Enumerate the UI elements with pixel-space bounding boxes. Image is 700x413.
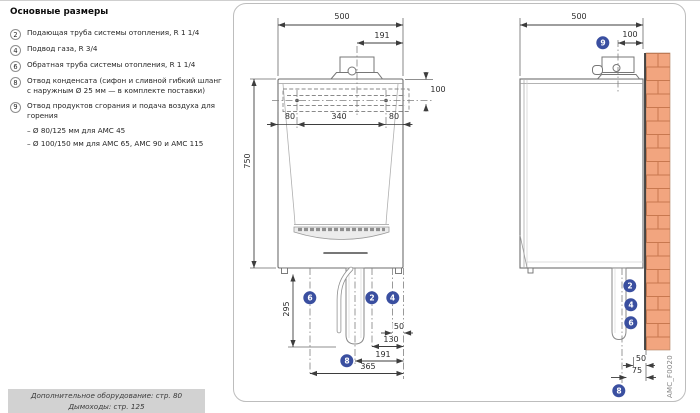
- dim-front-overall-height: 750: [243, 153, 252, 169]
- dim-front-flue-offset: 191: [374, 31, 390, 40]
- legend-number-badge: 2: [10, 29, 21, 40]
- callout-side-heating-flow: 2: [623, 279, 636, 292]
- legend-item-label: Отвод конденсата (сифон и сливной гибкий шланг с наружным Ø 25 мм — в комплекте поставки): [27, 76, 222, 96]
- dim-front-return-to-edge: 365: [360, 362, 376, 371]
- boiler-side-view: [520, 57, 643, 340]
- dim-front-bracket-center: 340: [331, 112, 347, 121]
- dim-side-flue-to-wall: 100: [622, 30, 638, 39]
- dim-front-flow-to-edge: 130: [383, 335, 399, 344]
- callout-front-condensate: 8: [340, 354, 353, 367]
- dim-front-bracket-right: 80: [388, 112, 400, 121]
- callout-side-condensate: 8: [612, 384, 625, 397]
- legend-item-label: Подающая труба системы отопления, R 1 1/4: [27, 28, 200, 37]
- footer-note-line: Дополнительное оборудование: стр. 80: [30, 391, 183, 400]
- dim-front-siphon-drop: 295: [282, 301, 291, 317]
- dim-front-gas-to-edge: 50: [393, 322, 405, 331]
- legend-number-badge: 4: [10, 45, 21, 56]
- dim-side-connections-to-wall: 50: [635, 354, 647, 363]
- legend-subitem: – Ø 80/125 мм для AMC 45: [27, 125, 126, 135]
- legend-item-label: Отвод продуктов сгорания и подача воздуха для горения: [27, 100, 216, 121]
- callout-side-heating-return: 6: [624, 316, 637, 329]
- legend-number-badge: 9: [10, 102, 21, 113]
- callout-front-heating-flow: 2: [365, 291, 378, 304]
- dim-side-overall-depth: 500: [571, 12, 587, 21]
- dim-front-overall-width: 500: [334, 12, 350, 21]
- callout-side-gas: 4: [624, 298, 637, 311]
- legend-item-label: Подвод газа, R 3/4: [27, 44, 98, 53]
- legend-number-badge: 6: [10, 61, 21, 72]
- dim-front-condensate-to-edge: 191: [375, 350, 391, 359]
- dim-front-bracket-left: 80: [284, 112, 296, 121]
- legend-number-badge: 8: [10, 77, 21, 88]
- legend-title: Основные размеры: [10, 7, 109, 17]
- dim-side-condensate-to-wall: 75: [631, 366, 643, 375]
- callout-side-flue: 9: [596, 36, 609, 49]
- legend-item-label: Обратная труба системы отопления, R 1 1/4: [27, 60, 196, 69]
- callout-front-heating-return: 6: [303, 291, 316, 304]
- callout-front-gas: 4: [386, 291, 399, 304]
- brick-wall: [645, 53, 670, 350]
- dim-front-top-clearance: 100: [430, 85, 446, 94]
- footer-note-line: Дымоходы: стр. 125: [68, 401, 145, 411]
- legend-subitem: – Ø 100/150 мм для AMC 65, AMC 90 и AMC 115: [27, 138, 204, 148]
- figure-code: AMC_F0020: [666, 355, 674, 398]
